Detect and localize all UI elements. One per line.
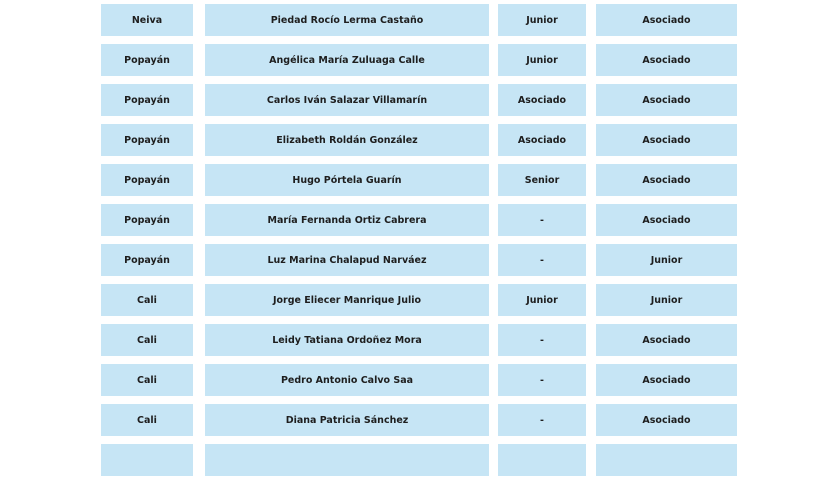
- city-cell: Popayán: [101, 44, 193, 76]
- table-row: [101, 444, 737, 476]
- name-cell: Leidy Tatiana Ordoñez Mora: [205, 324, 489, 356]
- category-b-cell: Asociado: [596, 84, 737, 116]
- city-cell: Popayán: [101, 204, 193, 236]
- name-cell: Luz Marina Chalapud Narváez: [205, 244, 489, 276]
- city-cell: Popayán: [101, 244, 193, 276]
- table-row: [101, 324, 737, 356]
- category-a-cell: -: [498, 204, 586, 236]
- name-cell: Carlos Iván Salazar Villamarín: [205, 84, 489, 116]
- category-b-cell: Asociado: [596, 364, 737, 396]
- name-cell: Hugo Pórtela Guarín: [205, 164, 489, 196]
- category-b-cell: Asociado: [596, 44, 737, 76]
- category-a-cell: Asociado: [498, 84, 586, 116]
- name-cell: Elizabeth Roldán González: [205, 124, 489, 156]
- category-b-cell: Asociado: [596, 324, 737, 356]
- category-b-cell: Asociado: [596, 204, 737, 236]
- category-a-cell: Asociado: [498, 124, 586, 156]
- category-a-cell: Junior: [498, 4, 586, 36]
- category-a-cell: Junior: [498, 44, 586, 76]
- table-row: [101, 204, 737, 236]
- category-b-cell: Asociado: [596, 164, 737, 196]
- table-row: [101, 124, 737, 156]
- city-cell: Cali: [101, 364, 193, 396]
- city-cell: Cali: [101, 284, 193, 316]
- category-a-cell: [498, 444, 586, 476]
- city-cell: Cali: [101, 404, 193, 436]
- category-b-cell: Asociado: [596, 4, 737, 36]
- table-row: [101, 4, 737, 36]
- category-b-cell: Junior: [596, 284, 737, 316]
- category-a-cell: -: [498, 244, 586, 276]
- name-cell: Angélica María Zuluaga Calle: [205, 44, 489, 76]
- city-cell: Popayán: [101, 124, 193, 156]
- table-row: [101, 44, 737, 76]
- category-b-cell: Junior: [596, 244, 737, 276]
- table-row: [101, 364, 737, 396]
- category-b-cell: Asociado: [596, 404, 737, 436]
- city-cell: Cali: [101, 324, 193, 356]
- category-a-cell: -: [498, 324, 586, 356]
- category-a-cell: Senior: [498, 164, 586, 196]
- table-row: [101, 244, 737, 276]
- table-row: [101, 284, 737, 316]
- name-cell: [205, 444, 489, 476]
- researchers-table: [101, 4, 737, 484]
- category-b-cell: [596, 444, 737, 476]
- city-cell: [101, 444, 193, 476]
- name-cell: María Fernanda Ortiz Cabrera: [205, 204, 489, 236]
- name-cell: Diana Patricia Sánchez: [205, 404, 489, 436]
- category-a-cell: -: [498, 364, 586, 396]
- table-row: [101, 164, 737, 196]
- city-cell: Popayán: [101, 164, 193, 196]
- category-a-cell: -: [498, 404, 586, 436]
- name-cell: Piedad Rocío Lerma Castaño: [205, 4, 489, 36]
- name-cell: Pedro Antonio Calvo Saa: [205, 364, 489, 396]
- category-a-cell: Junior: [498, 284, 586, 316]
- name-cell: Jorge Eliecer Manrique Julio: [205, 284, 489, 316]
- table-row: [101, 84, 737, 116]
- city-cell: Neiva: [101, 4, 193, 36]
- category-b-cell: Asociado: [596, 124, 737, 156]
- city-cell: Popayán: [101, 84, 193, 116]
- table-row: [101, 404, 737, 436]
